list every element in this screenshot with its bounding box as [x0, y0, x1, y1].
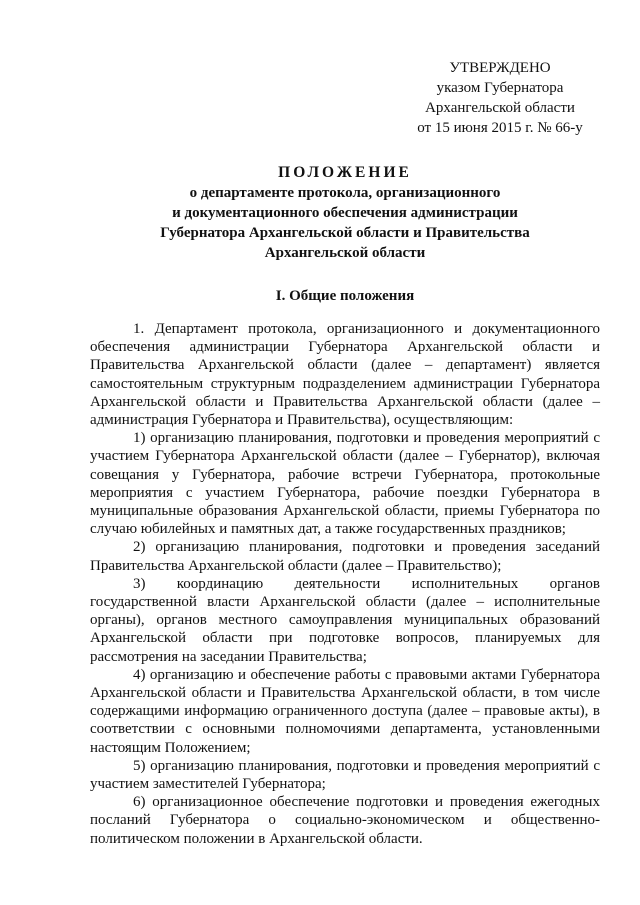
approval-line: УТВЕРЖДЕНО: [449, 60, 551, 76]
document-title: [90, 163, 600, 263]
approval-line: Архангельской области: [425, 100, 575, 116]
section-title: I. Общие положения: [275, 288, 415, 304]
paragraph: 4) организацию и обеспечение работы с правовыми актами Губернатора Архангельской области и Правительства Архангельской области, в том числе содержащими информацию ограниченного доступа (далее – правовые акты), в соответствии с основными полномочиями департамента, установленными настоящим Положением;: [90, 666, 600, 756]
paragraph: 5) организацию планирования, подготовки и проведения мероприятий с участием заместителей Губернатора;: [90, 757, 600, 793]
title-line: о департаменте протокола, организационного: [189, 185, 501, 201]
document-body: [90, 320, 600, 848]
title-line: Архангельской области: [264, 245, 426, 261]
title-line: и документационного обеспечения администрации: [172, 205, 518, 221]
paragraph: 6) организационное обеспечение подготовки и проведения ежегодных посланий Губернатора о социально-экономическом и общественно-политическом положении в Архангельской области.: [90, 794, 600, 847]
title-line: Губернатора Архангельской области и Правительства: [160, 225, 530, 241]
paragraph: 2) организацию планирования, подготовки и проведения заседаний Правительства Архангельской области (далее – Правительство);: [90, 539, 600, 574]
document-heading: ПОЛОЖЕНИЕ: [278, 164, 412, 181]
paragraph: 3) координацию деятельности исполнительных органов государственной власти Архангельской области (далее – исполнительные органы), органов местного самоуправления муниципальных образований Архангельской области при подготовке вопросов, планируемых для рассмотрения на заседании Правительства;: [90, 575, 600, 665]
approval-line: от 15 июня 2015 г. № 66-у: [417, 120, 583, 136]
paragraph: 1. Департамент протокола, организационного и документационного обеспечения администрации Губернатора Архангельской области и Правительства Архангельской области (далее – департамент) является самостоятельным структурным подразделением администрации Губернатора Архангельской области и Правительства Архангельской области (далее – администрация Губернатора и Правительства), осуществляющим:: [90, 321, 600, 429]
approval-line: указом Губернатора: [436, 80, 564, 96]
approval-stamp: [385, 58, 615, 138]
paragraph: 1) организацию планирования, подготовки и проведения мероприятий с участием Губернатора Архангельской области (далее – Губернатор), включая совещания у Губернатора, рабочие встречи Губернатора, протокольные мероприятия с участием Губернатора, рабочие поездки Губернатора в муниципальные образования Архангельской области, приемы Губернатора по случаю юбилейных и памятных дат, а также государственных праздников;: [90, 430, 600, 538]
